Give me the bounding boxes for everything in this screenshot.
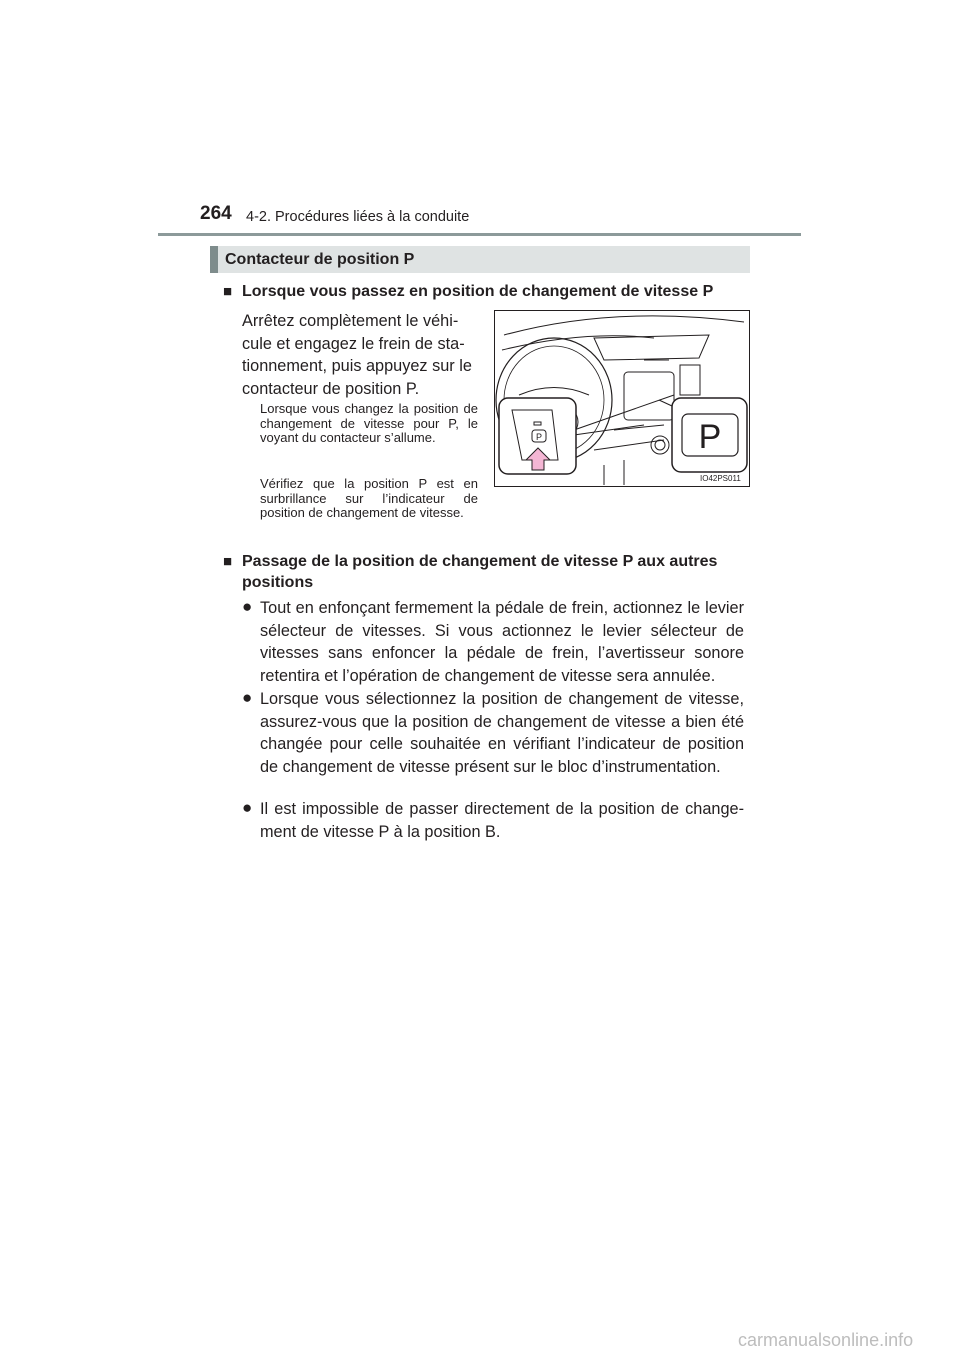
watermark: carmanualsonline.info xyxy=(738,1330,914,1350)
subheading-line: Passage de la position de changement de vitesse P aux autres xyxy=(242,553,718,570)
subheading-p-position: Lorsque vous passez en position de changement de vitesse P xyxy=(242,283,714,300)
header-rule xyxy=(158,233,801,236)
section-title: Contacteur de position P xyxy=(225,251,415,268)
list-item: Il est impossible de passer directement de la position de changement de vitesse P à la position B. xyxy=(260,800,744,841)
dashboard-drawing xyxy=(494,310,750,487)
bullet-icon: ● xyxy=(242,688,253,707)
zoom-p-label: P xyxy=(698,418,722,456)
section-bar-accent xyxy=(210,246,218,273)
instruction-line: Arrêtez complètement le véhi- xyxy=(242,312,459,330)
square-marker: ■ xyxy=(223,553,233,570)
inset-button-label: P xyxy=(535,432,543,442)
list-item: Lorsque vous sélectionnez la position de changement de vitesse, assurez-vous que la position de changement de vitesse a bien été changée pour celle souhaitée en vérifiant l’indicateur de position de changement de vitesse présent sur le bloc d’instrumentation. xyxy=(260,690,744,777)
instruction-line: cule et engagez le frein de sta- xyxy=(242,334,465,353)
square-marker: ■ xyxy=(223,283,233,300)
figure-code: IO42PS011 xyxy=(700,474,741,483)
instruction-paragraph xyxy=(242,310,478,400)
bullet-icon: ● xyxy=(242,597,253,616)
note-verify-position: Vérifiez que la position P est en surbrillance sur l’indicateur de position de changement de vitesse. xyxy=(260,476,478,520)
bullet-icon: ● xyxy=(242,798,253,817)
page-number: 264 xyxy=(200,203,232,224)
instruction-line: tionnement, puis appuyez sur le xyxy=(242,357,472,375)
note-indicator-light: Lorsque vous changez la position de changement de vitesse pour P, le voyant du contacteur s’allume. xyxy=(260,401,478,445)
dashboard-illustration xyxy=(494,310,750,487)
subheading-leaving-p xyxy=(242,551,762,593)
subheading-line: positions xyxy=(242,574,314,591)
instruction-line: contacteur de position P. xyxy=(242,379,420,398)
list-item: Tout en enfonçant fermement la pédale de frein, actionnez le levier sélecteur de vitesses. Si vous actionnez le levier sélecteur de vitesses sans enfoncer la pédale de frein, l’avertisseur sonore retentira et l’opération de changement de vitesse sera annulée. xyxy=(260,599,744,686)
chapter-title: 4-2. Procédures liées à la conduite xyxy=(246,209,470,225)
